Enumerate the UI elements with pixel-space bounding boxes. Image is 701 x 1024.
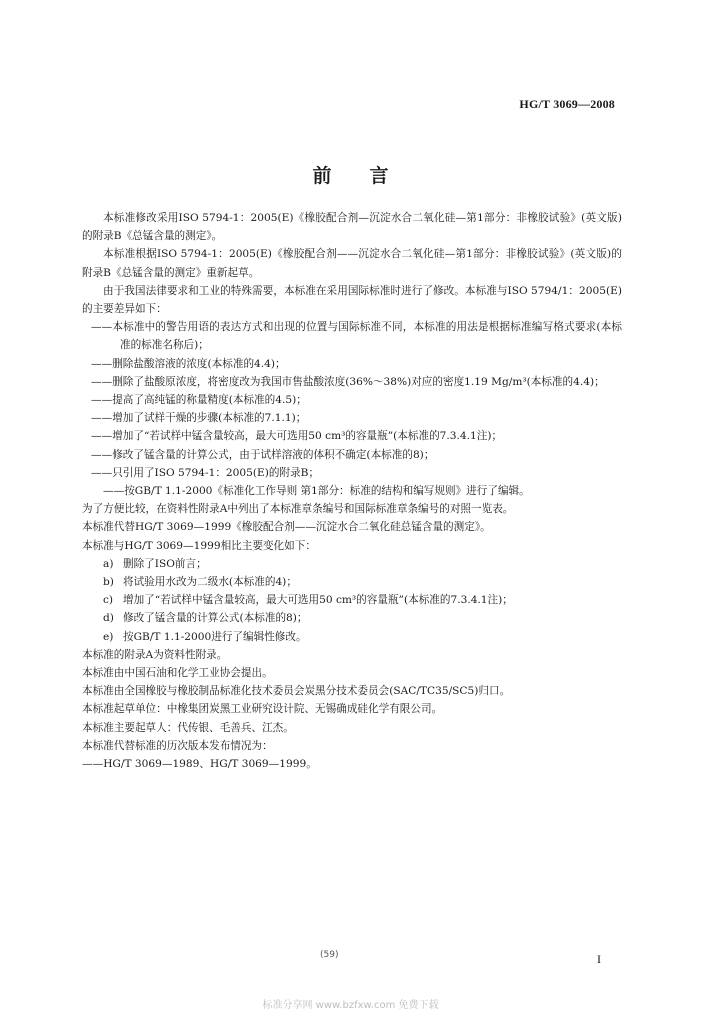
- change-item: [82, 573, 622, 591]
- change-item-text: 将试验用水改为二级水(本标准的4)；: [123, 576, 297, 589]
- change-item-text: 删除了ISO前言；: [123, 557, 207, 570]
- change-item-marker: c): [103, 594, 114, 607]
- paragraph-annex-comparison: 为了方便比较，在资料性附录A中列出了本标准章条编号和国际标准章条编号的对照一览表。: [82, 503, 514, 516]
- site-watermark: 标准分享网 www.bzfxw.com 免费下载: [262, 1000, 439, 1011]
- difference-item: ——增加了试样干燥的步骤(本标准的7.1.1)；: [91, 412, 307, 425]
- change-item: [82, 609, 622, 627]
- difference-item: ——增加了“若试样中锰含量较高，最大可选用50 cm³的容量瓶”(本标准的7.3.4.1注)；: [91, 430, 503, 443]
- change-list: [82, 555, 622, 646]
- paragraph-edition-history-intro: 本标准代替标准的历次版本发布情况为：: [82, 739, 273, 752]
- change-item-text: 修改了锰含量的计算公式(本标准的8)；: [123, 612, 308, 625]
- difference-list: [82, 318, 622, 482]
- change-item: [82, 628, 622, 646]
- paragraph-replaces: 本标准代替HG/T 3069—1999《橡胶配合剂——沉淀水合二氧化硅总锰含量的测定》。: [82, 521, 491, 534]
- difference-item: ——删除了盐酸原浓度，将密度改为我国市售盐酸浓度(36%～38%)对应的密度1.19 Mg/m³(本标准的4.4)；: [91, 375, 605, 388]
- difference-item: ——修改了锰含量的计算公式，由于试样溶液的体积不确定(本标准的8)；: [91, 448, 435, 461]
- change-item: [82, 591, 622, 609]
- change-item-text: 按GB/T 1.1-2000进行了编辑性修改。: [123, 630, 307, 643]
- paragraph-drafters: 本标准主要起草人：代传银、毛善兵、江杰。: [82, 721, 294, 734]
- change-item-marker: b): [103, 576, 114, 589]
- page-title: 前言: [312, 165, 427, 187]
- change-item: [82, 555, 622, 573]
- page-number: (59): [320, 950, 339, 960]
- paragraph-redrafted: 本标准根据ISO 5794-1：2005(E)《橡胶配合剂——沉淀水合二氧化硅—第1部分：非橡胶试验》(英文版)的附录B《总锰含量的测定》重新起草。: [82, 248, 622, 279]
- paragraph-differences-intro: 由于我国法律要求和工业的特殊需要，本标准在采用国际标准时进行了修改。本标准与ISO 5794/1：2005(E)的主要差异如下：: [82, 284, 622, 316]
- paragraph-edition-history: ——HG/T 3069—1989、HG/T 3069—1999。: [82, 758, 317, 771]
- change-item-text: 增加了“若试样中锰含量较高，最大可选用50 cm³的容量瓶”(本标准的7.3.4.1注)；: [123, 594, 513, 607]
- paragraph-adoption: 本标准修改采用ISO 5794-1：2005(E)《橡胶配合剂—沉淀水合二氧化硅—第1部分：非橡胶试验》(英文版)的附录B《总锰含量的测定》。: [82, 212, 622, 243]
- paragraph-changes-intro: 本标准与HG/T 3069—1999相比主要变化如下：: [82, 539, 316, 552]
- change-item-marker: d): [103, 612, 114, 625]
- paragraph-under-jurisdiction: 本标准由全国橡胶与橡胶制品标准化技术委员会炭黑分技术委员会(SAC/TC35/SC5)归口。: [82, 685, 511, 698]
- paragraph-proposed-by: 本标准由中国石油和化学工业协会提出。: [82, 667, 273, 680]
- difference-item: ——本标准中的警告用语的表达方式和出现的位置与国际标准不同，本标准的用法是根据标准编写格式要求(本标准的标准名称后)；: [91, 321, 622, 352]
- document-code: HG/T 3069—2008: [519, 97, 615, 111]
- paragraph-annex-informative: 本标准的附录A为资料性附录。: [82, 648, 228, 661]
- difference-item: ——提高了高纯锰的称量精度(本标准的4.5)；: [91, 394, 307, 407]
- difference-item: ——只引用了ISO 5794-1：2005(E)的附录B；: [91, 466, 320, 479]
- change-item-marker: e): [103, 630, 114, 643]
- change-item-marker: a): [103, 557, 114, 570]
- paragraph-drafting-units: 本标准起草单位：中橡集团炭黑工业研究设计院、无锡确成硅化学有限公司。: [82, 703, 443, 716]
- difference-item: ——删除盐酸溶液的浓度(本标准的4.4)；: [91, 357, 286, 370]
- roman-page-number: I: [597, 952, 601, 966]
- document-body: [82, 209, 622, 773]
- paragraph-editing-rules: ——按GB/T 1.1-2000《标准化工作导则 第1部分：标准的结构和编写规则》进行了编辑。: [103, 485, 530, 498]
